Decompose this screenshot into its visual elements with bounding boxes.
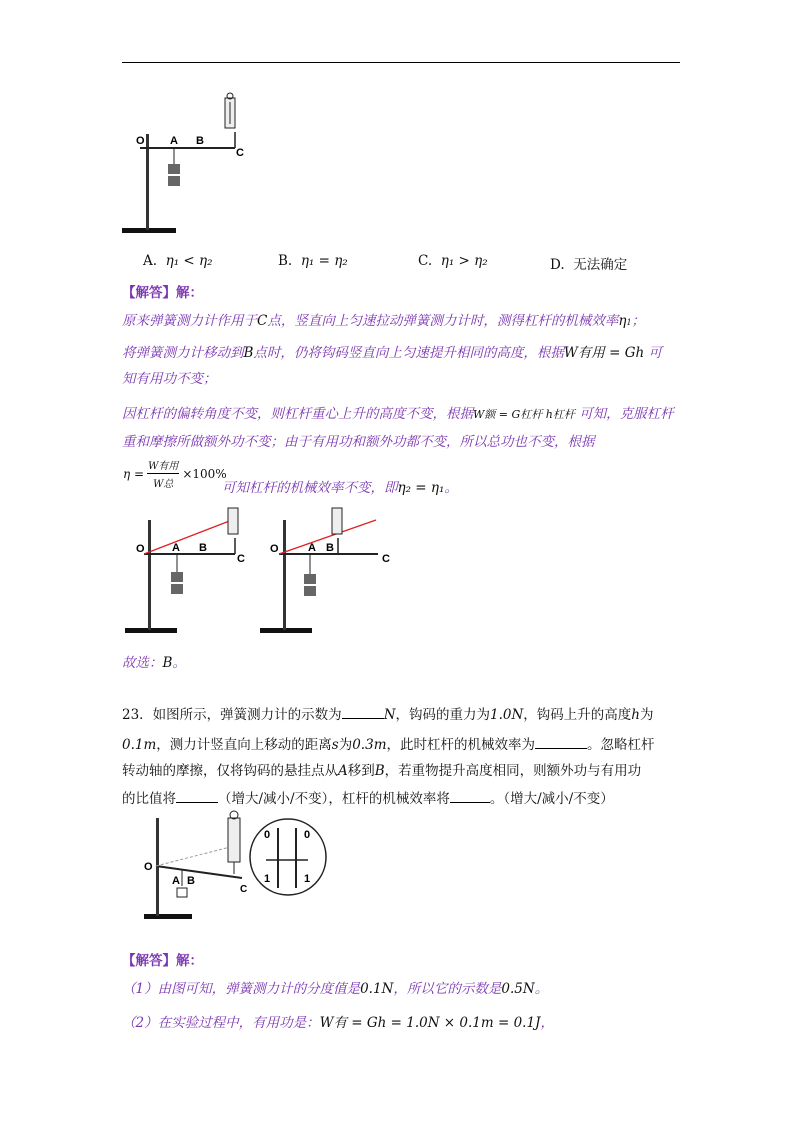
answer-heading-2: 【解答】解：	[122, 953, 203, 969]
label-c: C	[382, 553, 390, 565]
svg-text:C: C	[240, 884, 248, 895]
label-a: A	[172, 542, 180, 554]
label-b: B	[326, 542, 334, 554]
svg-text:A: A	[172, 875, 180, 887]
lever-comparison-figure	[120, 502, 400, 642]
svg-text:B: B	[187, 875, 195, 887]
svg-text:O: O	[144, 861, 153, 873]
label-b: B	[199, 542, 207, 554]
answer1-choice: 故选：B。	[122, 655, 186, 671]
answer2-p1: （1）由图可知，弹簧测力计的分度值是0.1N，所以它的示数是0.5N。	[122, 981, 549, 997]
q23-line1: 23．如图所示，弹簧测力计的示数为 N，钩码的重力为1.0N，钩码上升的高度h为	[122, 707, 654, 723]
q23-line4: 的比值将 （增大/减小/不变），杠杆的机械效率将 。（增大/减小/不变）	[122, 791, 614, 807]
answer1-line2: 将弹簧测力计移动到B点时，仍将钩码竖直向上匀速提升相同的高度，根据W有用 = Gh 可	[122, 345, 662, 361]
choice-b: B. η₁ = η₂	[278, 253, 348, 269]
svg-text:0: 0	[304, 829, 311, 841]
label-b: B	[196, 135, 204, 147]
answer1-line6: 可知杠杆的机械效率不变，即η₂ = η₁。	[222, 480, 458, 496]
q23-line2: 0.1m，测力计竖直向上移动的距离s为0.3m，此时杠杆的机械效率为 。忽略杠杆	[122, 737, 655, 753]
label-c: C	[237, 553, 245, 565]
choice-a: A. η₁ < η₂	[143, 253, 213, 269]
choice-c: C. η₁ > η₂	[418, 253, 488, 269]
label-a: A	[308, 542, 316, 554]
answer1-line4: 因杠杆的偏转角度不变，则杠杆重心上升的高度不变，根据W额 = G杠杆 h杠杆 可知，克服杠杆	[122, 406, 674, 422]
svg-text:1: 1	[264, 873, 271, 885]
svg-text:1: 1	[304, 873, 311, 885]
label-o: O	[136, 135, 145, 147]
label-a: A	[170, 135, 178, 147]
lever-figure-1	[118, 92, 278, 242]
choice-d: D. 无法确定	[550, 257, 628, 273]
answer-heading-1: 【解答】解：	[122, 285, 203, 301]
label-o: O	[270, 543, 279, 555]
lever-scale-figure	[138, 810, 338, 930]
svg-text:0: 0	[264, 829, 271, 841]
answer1-line1: 原来弹簧测力计作用于C点，竖直向上匀速拉动弹簧测力计时，测得杠杆的机械效率η1；	[122, 313, 646, 329]
label-c: C	[236, 147, 244, 159]
q23-line3: 转动轴的摩擦，仅将钩码的悬挂点从A移到B，若重物提升高度相同，则额外功与有用功	[122, 763, 642, 779]
label-o: O	[136, 543, 145, 555]
answer2-p2: （2）在实验过程中，有用功是：W有 = Gh = 1.0N × 0.1m = 0.1J，	[122, 1015, 554, 1031]
efficiency-formula: η = W有用 ×100% W总	[122, 456, 228, 491]
answer1-line5: 重和摩擦所做额外功不变；由于有用功和额外功都不变，所以总功也不变，根据	[122, 434, 595, 450]
answer1-line3: 知有用功不变；	[122, 371, 217, 387]
header-rule	[122, 62, 680, 63]
